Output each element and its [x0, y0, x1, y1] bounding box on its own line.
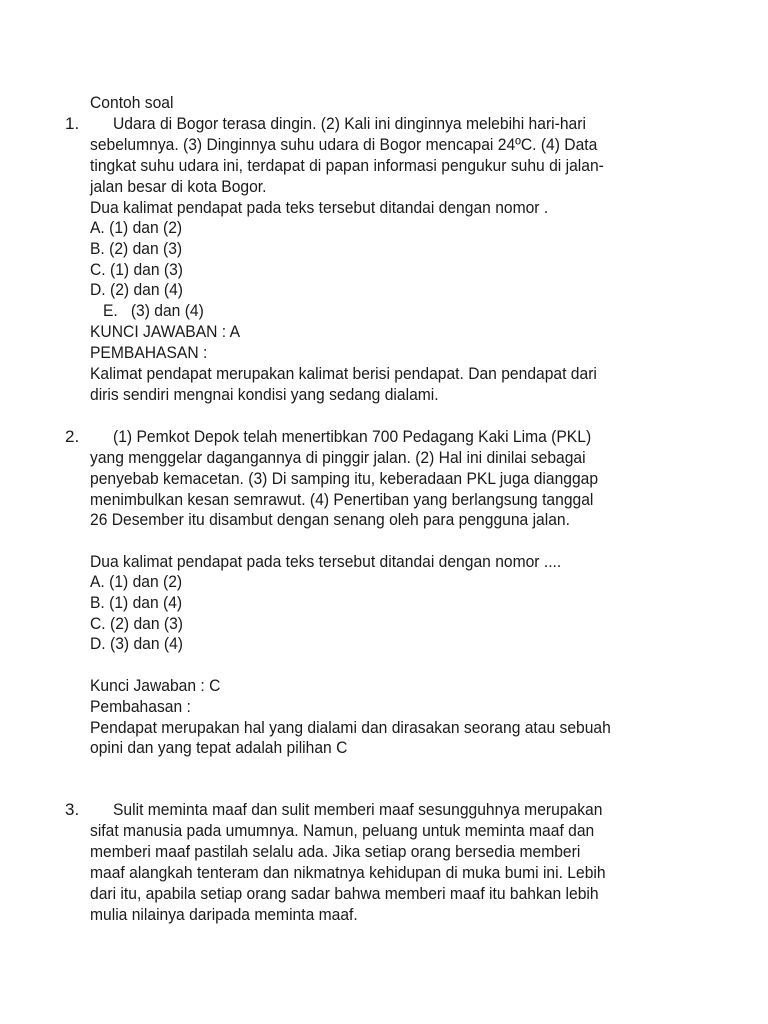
question-2-option-a: A. (1) dan (2) — [90, 572, 183, 591]
question-3-text-line: maaf alangkah tenteram dan nikmatnya kehidupan di muka bumi ini. Lebih — [90, 863, 606, 882]
question-2-text-line: penyebab kemacetan. (3) Di samping itu, keberadaan PKL juga dianggap — [90, 469, 599, 488]
question-1-option-e: E. (3) dan (4) — [103, 301, 204, 320]
question-2-text-line: 26 Desember itu disambut dengan senang oleh para pengguna jalan. — [90, 510, 570, 529]
question-3-text-line: mulia nilainya daripada meminta maaf. — [90, 905, 358, 924]
question-2-discussion-label: Pembahasan : — [90, 697, 191, 716]
question-2-discussion-line: opini dan yang tepat adalah pilihan C — [90, 738, 348, 757]
question-2-option-b: B. (1) dan (4) — [90, 593, 183, 612]
question-1-option-b: B. (2) dan (3) — [90, 239, 183, 258]
question-1-number: 1. — [65, 114, 80, 133]
question-1-discussion-line: diris sendiri mengnai kondisi yang sedang dialami. — [90, 385, 439, 404]
question-3-number: 3. — [65, 800, 80, 819]
question-3-text-line: dari itu, apabila setiap orang sadar bahwa memberi maaf itu bahkan lebih — [90, 884, 599, 903]
question-1-prompt: Dua kalimat pendapat pada teks tersebut ditandai dengan nomor . — [90, 198, 549, 217]
question-1-option-c: C. (1) dan (3) — [90, 260, 184, 279]
question-2-text-line: (1) Pemkot Depok telah menertibkan 700 Pedagang Kaki Lima (PKL) — [113, 427, 592, 446]
question-3-text-line: sifat manusia pada umumnya. Namun, peluang untuk meminta maaf dan — [90, 821, 595, 840]
question-1-answer-key: KUNCI JAWABAN : A — [90, 322, 241, 341]
question-2-answer-key: Kunci Jawaban : C — [90, 676, 221, 695]
question-1-text-line: jalan besar di kota Bogor. — [90, 177, 267, 196]
question-2-text-line: yang menggelar dagangannya di pinggir jalan. (2) Hal ini dinilai sebagai — [90, 448, 586, 467]
question-2-text-line: menimbulkan kesan semrawut. (4) Penertiban yang berlangsung tanggal — [90, 490, 594, 509]
question-1-discussion-line: Kalimat pendapat merupakan kalimat berisi pendapat. Dan pendapat dari — [90, 364, 597, 383]
question-1-option-a: A. (1) dan (2) — [90, 218, 183, 237]
question-1-discussion-label: PEMBAHASAN : — [90, 343, 208, 362]
question-2-option-d: D. (3) dan (4) — [90, 634, 184, 653]
question-1-text-line: sebelumnya. (3) Dinginnya suhu udara di Bogor mencapai 24ºC. (4) Data — [90, 135, 598, 154]
question-3-text-line: Sulit meminta maaf dan sulit memberi maaf sesungguhnya merupakan — [113, 800, 603, 819]
question-1-option-d: D. (2) dan (4) — [90, 280, 184, 299]
document-title: Contoh soal — [90, 93, 174, 112]
question-1-text-line: Udara di Bogor terasa dingin. (2) Kali ini dinginnya melebihi hari-hari — [113, 114, 586, 133]
question-2-number: 2. — [65, 427, 80, 446]
question-3-text-line: memberi maaf pastilah selalu ada. Jika setiap orang bersedia memberi — [90, 842, 581, 861]
question-2-prompt: Dua kalimat pendapat pada teks tersebut ditandai dengan nomor .... — [90, 552, 562, 571]
question-2-discussion-line: Pendapat merupakan hal yang dialami dan dirasakan seorang atau sebuah — [90, 718, 611, 737]
question-2-option-c: C. (2) dan (3) — [90, 614, 184, 633]
question-1-text-line: tingkat suhu udara ini, terdapat di papan informasi pengukur suhu di jalan- — [90, 156, 604, 175]
